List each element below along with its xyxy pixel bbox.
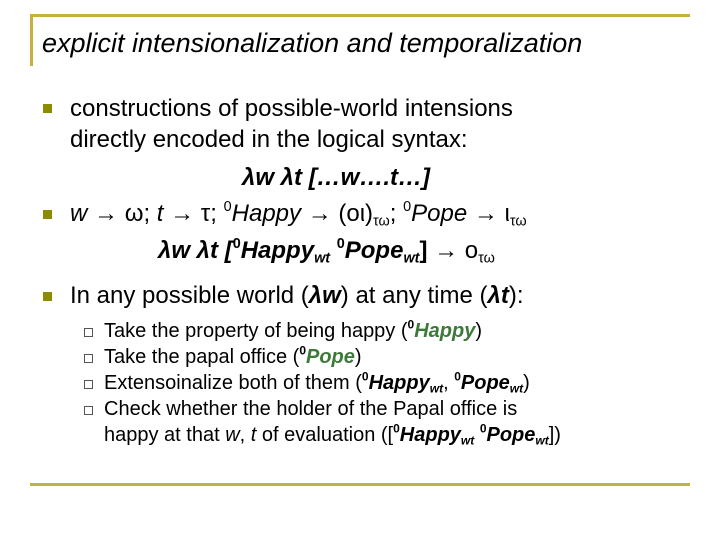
formula-happy-pope: λw λt [$^0$Happy$_{wt}$ $^0$Pope$_{wt}$] → $o_{\tau\omega}$: [158, 235, 495, 267]
sub-bullet-marker: [84, 354, 93, 363]
sub-item-4-line-1: Check whether the holder of the Papal office is: [104, 398, 518, 420]
sub-item-1: Take the property of being happy ($^0$Happy): [104, 317, 483, 342]
sub-item-3: Extensoinalize both of them ($^0$Happy$_{wt}$, $^0$Pope$_{wt}$): [104, 369, 530, 396]
bullet-2-types: w → ω; t → τ; $^0$Happy → $(o\iota)_{\tau\omega}$; $^0$Pope → $\iota_{\tau\omega}$: [70, 198, 527, 230]
sub-bullet-marker: [84, 406, 93, 415]
sub-item-4-line-2: happy at that w, t of evaluation ([$^0$Happy$_{wt}$ $^0$Pope$_{wt}$]): [104, 421, 561, 448]
sub-bullet-marker: [84, 328, 93, 337]
formula-lambda-wt: λw λt […w….t…]: [242, 164, 431, 191]
slide-title: explicit intensionalization and temporalization: [42, 28, 583, 58]
frame-left-rule: [30, 14, 33, 66]
sub-bullet-marker: [84, 380, 93, 389]
frame-top-rule: [30, 14, 690, 17]
bullet-marker: [43, 292, 52, 301]
bullet-1-line-1: constructions of possible-world intensions: [70, 95, 513, 122]
bullet-marker: [43, 210, 52, 219]
bullet-3-text: In any possible world (λw) at any time (λt):: [70, 282, 524, 309]
sub-item-2: Take the papal office ($^0$Pope): [104, 343, 362, 368]
frame-bottom-rule: [30, 483, 690, 486]
bullet-marker: [43, 104, 52, 113]
bullet-1-line-2: directly encoded in the logical syntax:: [70, 126, 468, 153]
